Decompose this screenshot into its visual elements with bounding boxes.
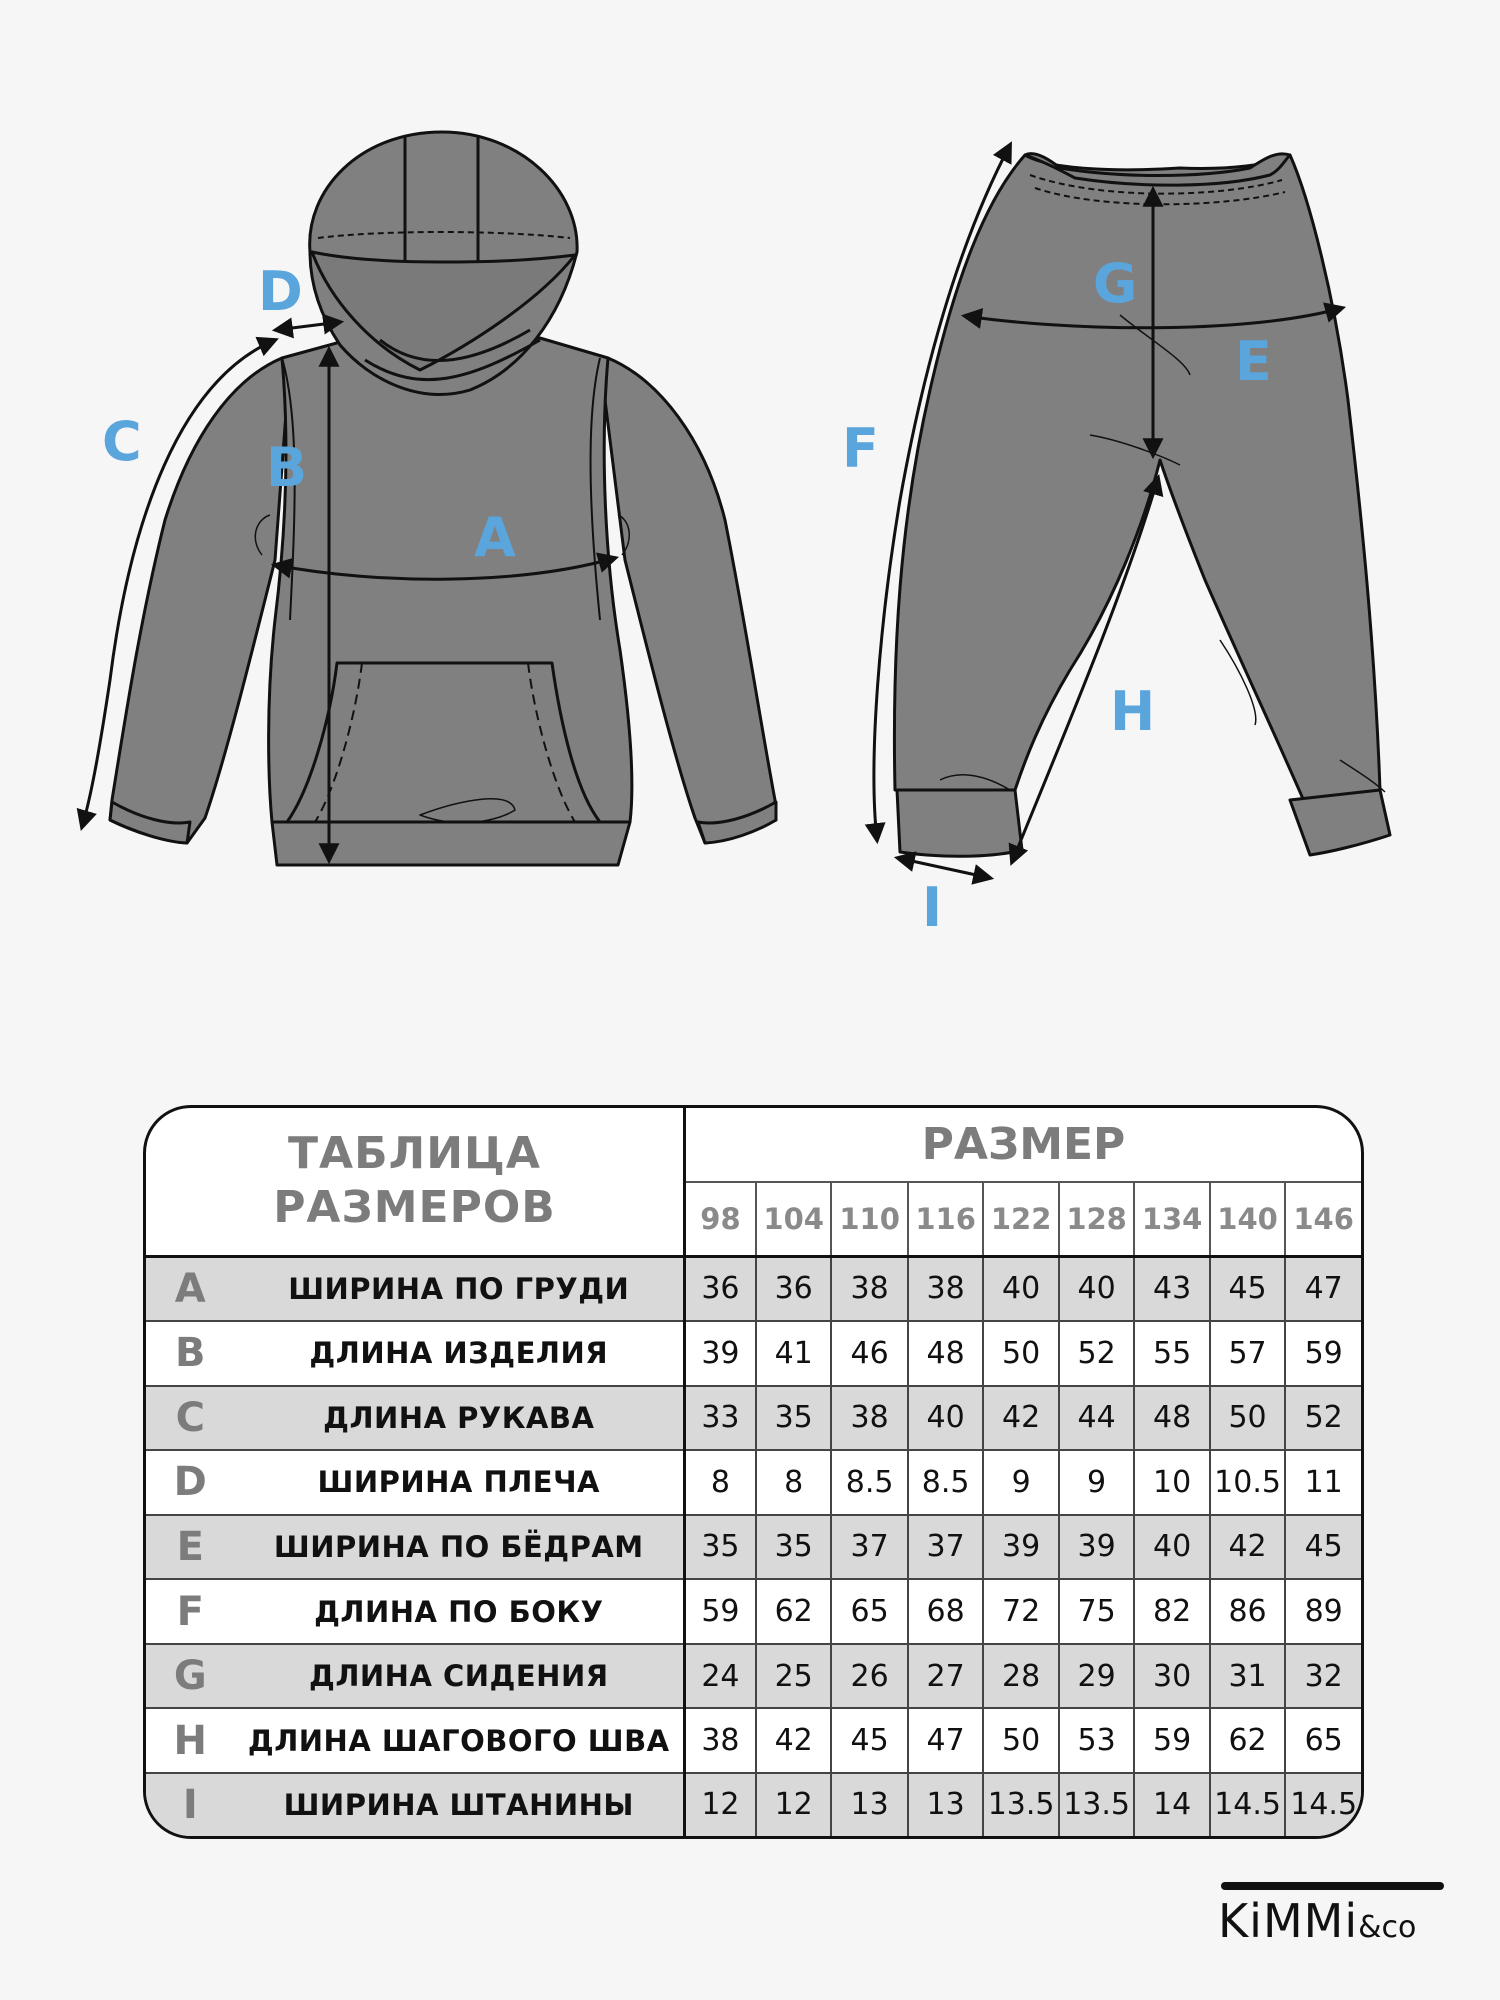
table-cell: 43 <box>1134 1256 1209 1321</box>
table-cell: 36 <box>684 1256 755 1321</box>
table-cell: 55 <box>1134 1321 1209 1386</box>
table-cell: 8.5 <box>908 1450 983 1515</box>
row-measurement-name: ШИРИНА ПО ГРУДИ <box>235 1256 685 1321</box>
pants-left-cuff <box>897 790 1022 856</box>
table-title <box>146 1108 684 1256</box>
size-header-140: 140 <box>1210 1182 1285 1256</box>
hoodie-drawing <box>110 132 776 865</box>
row-measurement-name: ДЛИНА ШАГОВОГО ШВА <box>235 1708 685 1773</box>
hoodie-pocket <box>287 663 600 822</box>
table-cell: 42 <box>756 1708 831 1773</box>
table-cell: 27 <box>908 1644 983 1709</box>
table-cell: 10.5 <box>1210 1450 1285 1515</box>
table-cell: 8.5 <box>831 1450 907 1515</box>
table-cell: 52 <box>1059 1321 1134 1386</box>
table-cell: 52 <box>1285 1386 1361 1451</box>
table-cell: 59 <box>1285 1321 1361 1386</box>
table-cell: 44 <box>1059 1386 1134 1451</box>
row-measurement-name: ДЛИНА ИЗДЕЛИЯ <box>235 1321 685 1386</box>
row-letter: C <box>146 1386 235 1451</box>
diagram-label-b: B <box>266 436 308 499</box>
table-cell: 30 <box>1134 1644 1209 1709</box>
table-cell: 48 <box>1134 1386 1209 1451</box>
table-cell: 59 <box>1134 1708 1209 1773</box>
table-row <box>146 1515 1361 1580</box>
table-cell: 35 <box>756 1515 831 1580</box>
brand-logo <box>1218 1880 1444 1950</box>
row-measurement-name: ШИРИНА ПЛЕЧА <box>235 1450 685 1515</box>
table-cell: 48 <box>908 1321 983 1386</box>
row-letter: D <box>146 1450 235 1515</box>
size-header-116: 116 <box>908 1182 983 1256</box>
diagram-label-a: A <box>474 506 516 569</box>
size-header-128: 128 <box>1059 1182 1134 1256</box>
pants-right-cuff <box>1290 790 1390 855</box>
hoodie-hem <box>272 822 630 865</box>
table-cell: 50 <box>983 1708 1058 1773</box>
table-cell: 89 <box>1285 1579 1361 1644</box>
row-letter: I <box>146 1773 235 1836</box>
table-cell: 65 <box>1285 1708 1361 1773</box>
table-cell: 9 <box>1059 1450 1134 1515</box>
table-row <box>146 1321 1361 1386</box>
table-row <box>146 1450 1361 1515</box>
table-cell: 12 <box>684 1773 755 1836</box>
table-cell: 10 <box>1134 1450 1209 1515</box>
brand-bar <box>1221 1882 1444 1890</box>
table-cell: 47 <box>908 1708 983 1773</box>
table-cell: 33 <box>684 1386 755 1451</box>
table-cell: 14.5 <box>1210 1773 1285 1836</box>
row-measurement-name: ШИРИНА ПО БЁДРАМ <box>235 1515 685 1580</box>
table-cell: 8 <box>684 1450 755 1515</box>
table-cell: 68 <box>908 1579 983 1644</box>
table-title-line1: ТАБЛИЦА <box>288 1128 541 1180</box>
size-header-146: 146 <box>1285 1182 1361 1256</box>
table-cell: 8 <box>756 1450 831 1515</box>
row-letter: E <box>146 1515 235 1580</box>
row-letter: G <box>146 1644 235 1709</box>
size-header-122: 122 <box>983 1182 1058 1256</box>
table-cell: 82 <box>1134 1579 1209 1644</box>
diagram-label-d: D <box>258 260 303 323</box>
size-header-134: 134 <box>1134 1182 1209 1256</box>
diagram-label-g: G <box>1093 252 1138 315</box>
table-cell: 38 <box>908 1256 983 1321</box>
table-cell: 13 <box>908 1773 983 1836</box>
diagram-label-e: E <box>1235 330 1272 393</box>
table-cell: 9 <box>983 1450 1058 1515</box>
table-cell: 38 <box>684 1708 755 1773</box>
table-cell: 38 <box>831 1386 907 1451</box>
brand-suffix: &co <box>1358 1910 1417 1945</box>
size-header-104: 104 <box>756 1182 831 1256</box>
table-cell: 40 <box>983 1256 1058 1321</box>
table-cell: 13 <box>831 1773 907 1836</box>
pants-drawing <box>894 154 1390 857</box>
table-cell: 37 <box>908 1515 983 1580</box>
table-cell: 28 <box>983 1644 1058 1709</box>
table-cell: 14 <box>1134 1773 1209 1836</box>
table-row <box>146 1773 1361 1836</box>
table-row <box>146 1708 1361 1773</box>
diagram-label-f: F <box>842 417 879 480</box>
row-letter: A <box>146 1256 235 1321</box>
table-row <box>146 1256 1361 1321</box>
table-cell: 35 <box>756 1386 831 1451</box>
table-cell: 39 <box>983 1515 1058 1580</box>
table-cell: 38 <box>831 1256 907 1321</box>
diagram-label-i: I <box>922 876 943 939</box>
table-cell: 50 <box>1210 1386 1285 1451</box>
table-cell: 40 <box>908 1386 983 1451</box>
table-cell: 45 <box>831 1708 907 1773</box>
table-cell: 36 <box>756 1256 831 1321</box>
table-cell: 41 <box>756 1321 831 1386</box>
row-letter: H <box>146 1708 235 1773</box>
brand-name: KiMMi <box>1218 1894 1359 1948</box>
table-cell: 72 <box>983 1579 1058 1644</box>
row-letter: F <box>146 1579 235 1644</box>
table-cell: 62 <box>1210 1708 1285 1773</box>
size-header-98: 98 <box>684 1182 755 1256</box>
table-cell: 26 <box>831 1644 907 1709</box>
table-cell: 39 <box>1059 1515 1134 1580</box>
row-measurement-name: ДЛИНА РУКАВА <box>235 1386 685 1451</box>
table-cell: 11 <box>1285 1450 1361 1515</box>
table-cell: 42 <box>983 1386 1058 1451</box>
table-cell: 24 <box>684 1644 755 1709</box>
table-cell: 35 <box>684 1515 755 1580</box>
table-cell: 45 <box>1285 1515 1361 1580</box>
row-measurement-name: ДЛИНА ПО БОКУ <box>235 1579 685 1644</box>
table-cell: 37 <box>831 1515 907 1580</box>
table-cell: 75 <box>1059 1579 1134 1644</box>
row-measurement-name: ДЛИНА СИДЕНИЯ <box>235 1644 685 1709</box>
table-cell: 29 <box>1059 1644 1134 1709</box>
table-cell: 42 <box>1210 1515 1285 1580</box>
table-row <box>146 1386 1361 1451</box>
table-cell: 12 <box>756 1773 831 1836</box>
size-header: РАЗМЕР <box>684 1108 1361 1182</box>
table-cell: 45 <box>1210 1256 1285 1321</box>
row-measurement-name: ШИРИНА ШТАНИНЫ <box>235 1773 685 1836</box>
table-cell: 13.5 <box>983 1773 1058 1836</box>
table-cell: 86 <box>1210 1579 1285 1644</box>
diagram-label-c: C <box>102 410 142 473</box>
table-cell: 65 <box>831 1579 907 1644</box>
row-letter: B <box>146 1321 235 1386</box>
table-cell: 53 <box>1059 1708 1134 1773</box>
table-cell: 59 <box>684 1579 755 1644</box>
diagram-label-h: H <box>1110 680 1156 743</box>
table-cell: 46 <box>831 1321 907 1386</box>
table-cell: 62 <box>756 1579 831 1644</box>
table-title-line2: РАЗМЕРОВ <box>273 1182 556 1234</box>
table-cell: 39 <box>684 1321 755 1386</box>
table-cell: 40 <box>1059 1256 1134 1321</box>
brand-text <box>1218 1894 1416 1948</box>
table-cell: 57 <box>1210 1321 1285 1386</box>
size-table <box>143 1105 1364 1839</box>
table-cell: 31 <box>1210 1644 1285 1709</box>
table-row <box>146 1579 1361 1644</box>
table-cell: 40 <box>1134 1515 1209 1580</box>
table-cell: 47 <box>1285 1256 1361 1321</box>
table-cell: 32 <box>1285 1644 1361 1709</box>
garment-diagram <box>0 0 1500 960</box>
size-header-110: 110 <box>831 1182 907 1256</box>
table-row <box>146 1644 1361 1709</box>
table-cell: 50 <box>983 1321 1058 1386</box>
table-cell: 25 <box>756 1644 831 1709</box>
table-cell: 13.5 <box>1059 1773 1134 1836</box>
table-cell: 14.5 <box>1285 1773 1361 1836</box>
